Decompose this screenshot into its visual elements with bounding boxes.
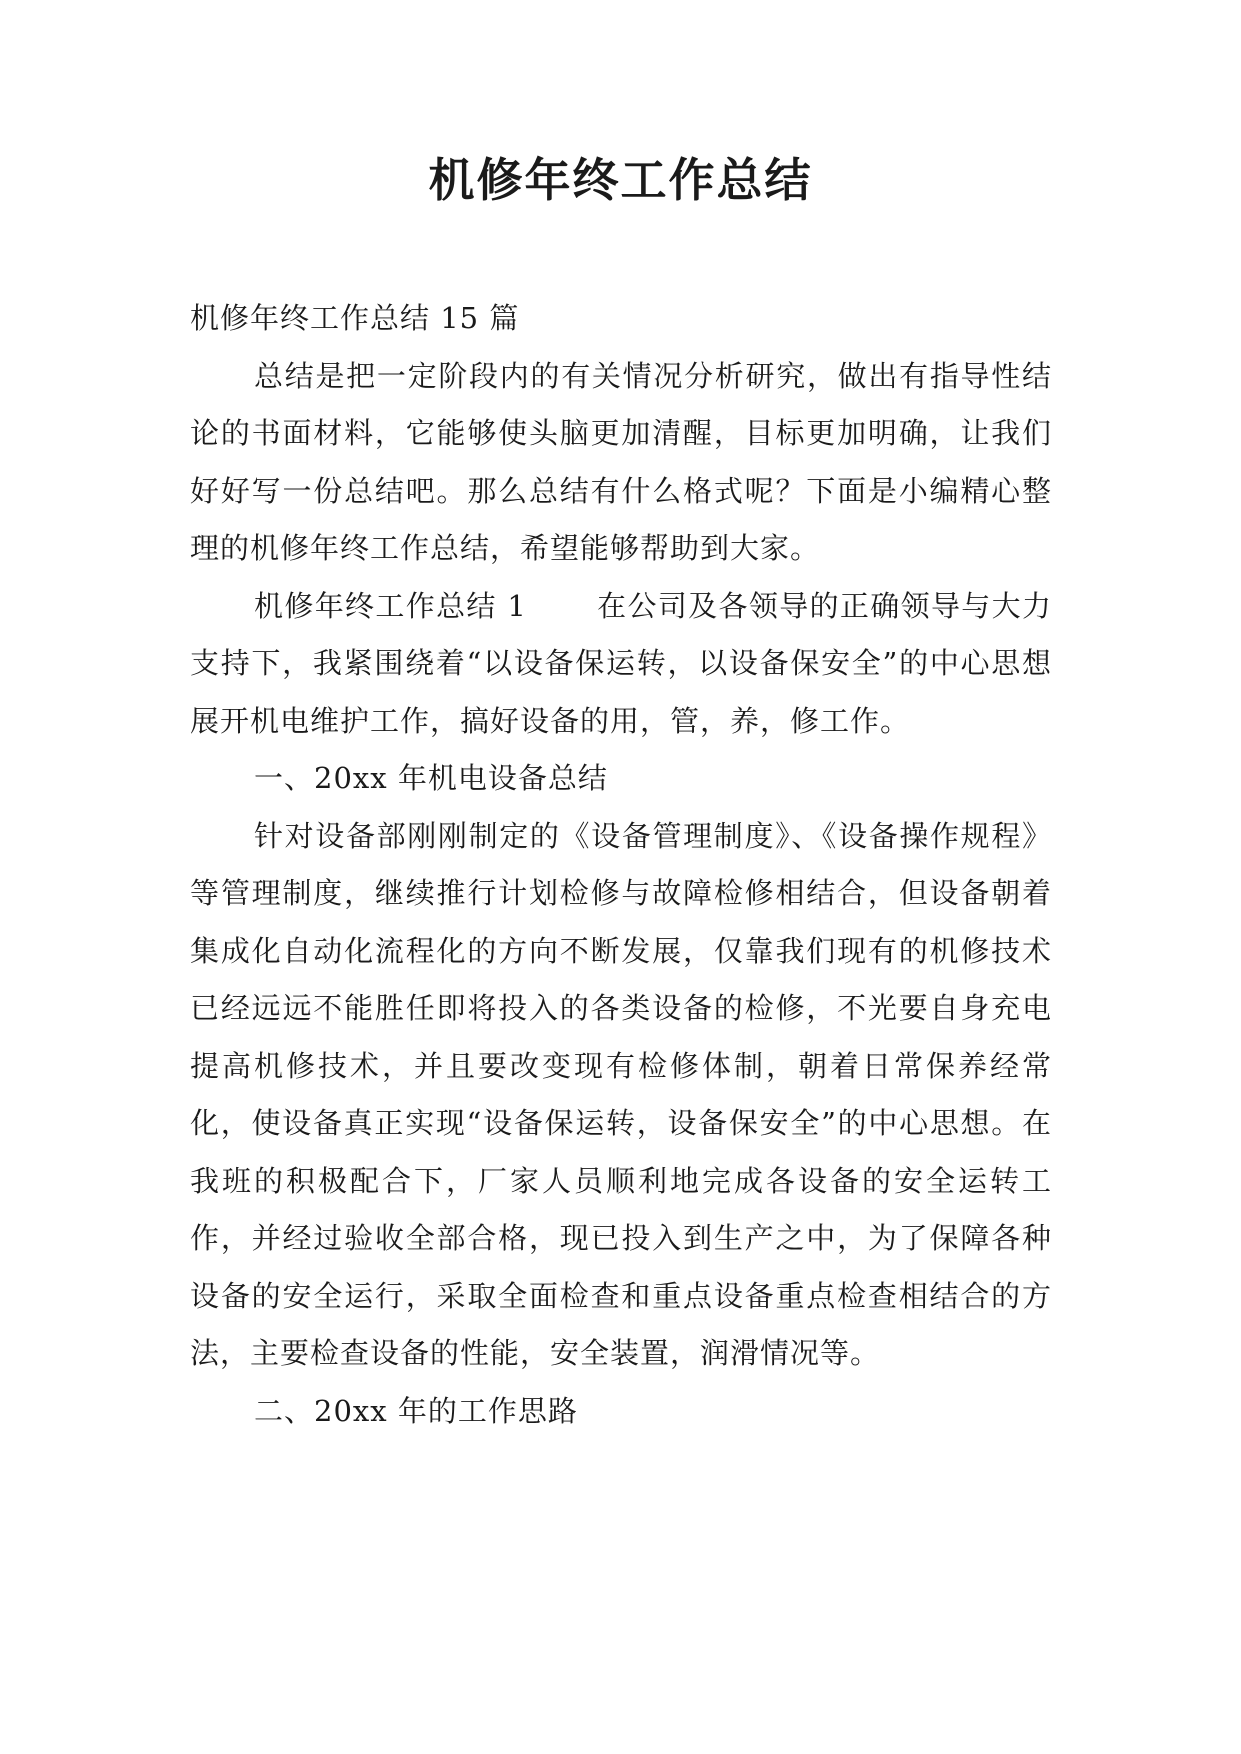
section-1-heading: 机修年终工作总结 1 bbox=[254, 588, 527, 623]
section-1-text: 在公司及各领导的正确领导与大力支持下，我紧围绕着“以设备保运转，以设备保安全”的中心思想展开机电维护工作，搞好设备的用，管，养，修工作。 bbox=[190, 588, 1052, 738]
document-subtitle: 机修年终工作总结 15 篇 bbox=[190, 301, 520, 335]
part-2-heading: 二、20xx 年的工作思路 bbox=[254, 1393, 578, 1428]
document-body bbox=[190, 290, 1052, 1440]
intro-paragraph: 总结是把一定阶段内的有关情况分析研究，做出有指导性结论的书面材料，它能够使头脑更加清醒，目标更加明确，让我们好好写一份总结吧。那么总结有什么格式呢？下面是小编精心整理的机修年终工作总结，希望能够帮助到大家。 bbox=[190, 358, 1052, 565]
document-title: 机修年终工作总结 bbox=[428, 153, 813, 207]
part-1-heading: 一、20xx 年机电设备总结 bbox=[254, 761, 608, 795]
section-1-paragraph bbox=[190, 578, 1052, 751]
part-1-paragraph: 针对设备部刚刚制定的《设备管理制度》、《设备操作规程》等管理制度，继续推行计划检修与故障检修相结合，但设备朝着集成化自动化流程化的方向不断发展，仅靠我们现有的机修技术已经远远不能胜任即将投入的各类设备的检修，不光要自身充电提高机修技术，并且要改变现有检修体制，朝着日常保养经常化，使设备真正实现“设备保运转，设备保安全”的中心思想。在我班的积极配合下，厂家人员顺利地完成各设备的安全运转工作，并经过验收全部合格，现已投入到生产之中，为了保障各种设备的安全运行，采取全面检查和重点设备重点检查相结合的方法，主要检查设备的性能，安全装置，润滑情况等。 bbox=[190, 818, 1052, 1370]
